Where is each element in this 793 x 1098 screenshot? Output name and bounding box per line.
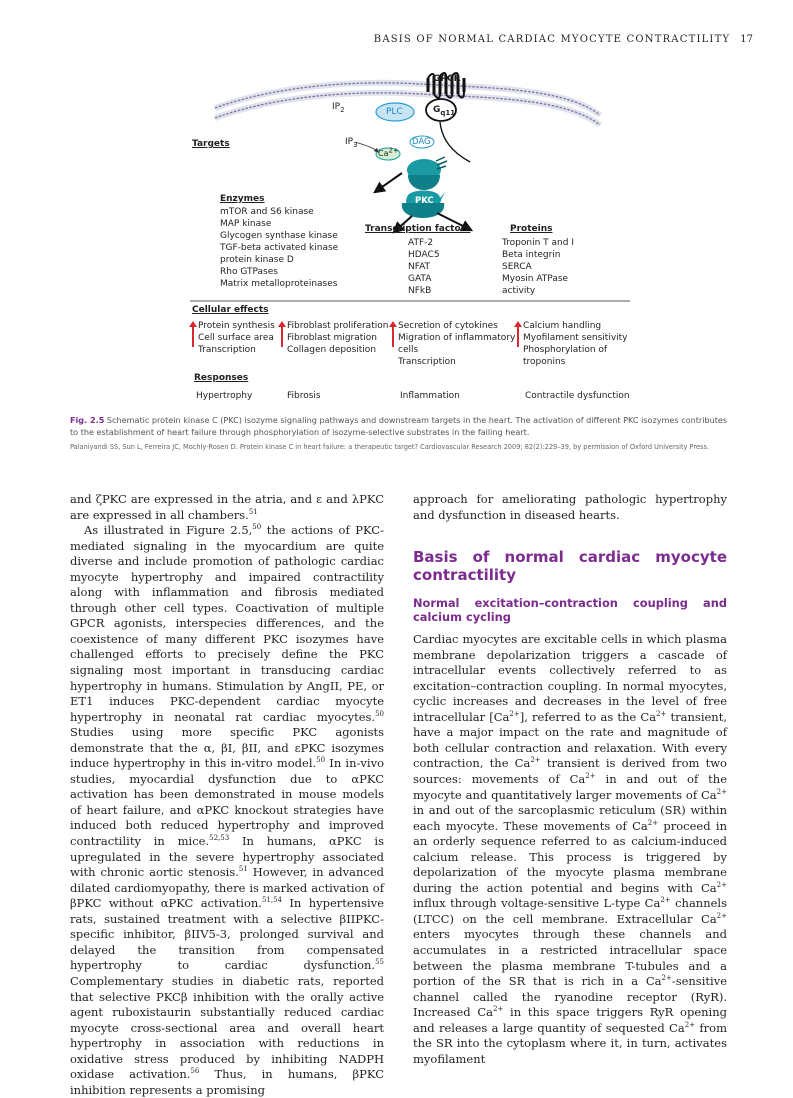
figure-caption	[70, 414, 734, 438]
enzyme-item: Rho GTPases	[220, 267, 278, 277]
enzymes-list	[220, 206, 338, 290]
response-item: Hypertrophy	[196, 391, 253, 401]
protein-item: Myosin ATPase	[502, 274, 569, 284]
protein-item: SERCA	[502, 262, 532, 272]
proteins-list	[502, 237, 574, 297]
cellular-effect-item: Transcription	[398, 357, 456, 367]
calcium-label: Ca2+	[378, 146, 399, 158]
running-head-title: BASIS OF NORMAL CARDIAC MYOCYTE CONTRACTILITY	[373, 34, 731, 45]
response-item: Contractile dysfunction	[525, 391, 630, 401]
cellular-effect-item: Secretion of cytokines	[398, 321, 498, 331]
protein-item: activity	[502, 286, 536, 296]
increase-arrow-icon	[514, 321, 522, 347]
ip3-arrow	[355, 142, 378, 152]
cellular-effect-item: Fibroblast migration	[287, 333, 377, 343]
ip3-label: $IP_3$	[345, 137, 358, 149]
right-column	[413, 492, 727, 1067]
protein-item: Troponin T and I	[502, 238, 574, 248]
transcription-factor-item: ATF-2	[408, 238, 434, 248]
right-paragraph-1: approach for ameliorating pathologic hypertrophy and dysfunction in diseased hearts.	[413, 492, 727, 522]
transcription-factor-item: GATA	[408, 274, 432, 284]
transcription-factors-list	[408, 237, 440, 297]
left-column	[70, 492, 384, 1098]
cellular-effect-item: cells	[398, 345, 419, 355]
protein-item: Beta integrin	[502, 250, 561, 260]
left-paragraph-2: As illustrated in Figure 2.5,50 the actions of PKC-mediated signaling in the myocardium are quite diverse and include promotion of pathologic cardiac myocyte hypertrophy and impaired contractility along with inflammation and fibrosis mediated through other cell types. Coactivation of multiple GPCR agonists, interspecies differences, and the coexistence of many different PKC isozymes have challenged efforts to precisely define the PKC signaling most important in transducing cardiac hypertrophy in humans. Stimulation by AngII, PE, or ET1 induces PKC-dependent cardiac myocyte hypertrophy in neonatal rat cardiac myocytes.$^{50}$ Studies using more specific PKC agonists demonstrate that the α, βI, βII, and εPKC isozymes induce hypertrophy in this in-vitro model.$^{50}$ In in-vivo studies, myocardial dysfunction due to αPKC activation has been demonstrated in mouse models of heart failure, and αPKC knockout strategies have induced both reduced hypertrophy and improved contractility in mice.$^{52,53}$ In humans, αPKC is upregulated in the severe hypertrophy associated with chronic aortic stenosis.$^{51}$ However, in advanced dilated cardiomyopathy, there is marked activation of βPKC without αPKC activation.$^{51,54}$ In hypertensive rats, sustained treatment with a selective βIIPKC-specific inhibitor, βIIV5-3, prolonged survival and delayed the transition from compensated hypertrophy to cardiac dysfunction.$^{55}$ Complementary studies in diabetic rats, reported that selective PKCβ inhibition with the orally active agent ruboxistaurin substantially reduced cardiac myocyte cross-sectional area and overall heart hypertrophy in association with reductions in oxidative stress produced by inhibiting NADPH oxidase activation.$^{56}$ Thus, in humans, βPKC inhibition represents a promising	[70, 523, 385, 1097]
pkc-signaling-figure	[190, 70, 645, 405]
subsection-heading: Normal excitation–contraction coupling and calcium cycling	[413, 596, 727, 625]
caption-text: Schematic protein kinase C (PKC) isozyme signaling pathways and downstream targets in the heart. The activation of different PKC isozymes contributes to the establishment of heart failure through phosphorylation of isozyme-selective substrates in the failing heart.	[70, 415, 728, 437]
cellular-effects-group	[287, 320, 388, 356]
running-head	[330, 34, 753, 45]
enzyme-item: mTOR and S6 kinase	[220, 207, 314, 217]
transcription-factors-heading: Transcription factors	[365, 224, 471, 234]
enzymes-heading: Enzymes	[220, 194, 265, 204]
cellular-effect-item: Collagen deposition	[287, 345, 377, 355]
cellular-effects-heading: Cellular effects	[192, 305, 269, 315]
enzyme-item: MAP kinase	[220, 219, 272, 229]
gq11-label: $G_{q11}$	[433, 105, 456, 117]
dag-label: DAG	[412, 137, 431, 147]
section-heading: Basis of normal cardiac myocyte contractility	[413, 548, 727, 585]
enzyme-item: TGF-beta activated kinase	[220, 243, 339, 253]
enzyme-item: protein kinase D	[220, 255, 294, 265]
pkc-inactive	[407, 157, 447, 190]
increase-arrow-icon	[389, 321, 397, 347]
pkc-label: PKC	[415, 196, 434, 206]
response-item: Fibrosis	[287, 391, 321, 401]
ip2-label: $IP_2$	[332, 102, 345, 114]
targets-heading: Targets	[192, 139, 230, 149]
cellular-effect-item: Calcium handling	[523, 321, 602, 331]
left-paragraph-1: and ζPKC are expressed in the atria, and ε and λPKC are expressed in all chambers.$^{51}$	[70, 492, 384, 522]
cellular-effect-item: Cell surface area	[198, 333, 274, 343]
transcription-factor-item: HDAC5	[408, 250, 440, 260]
cellular-effects-group	[198, 320, 275, 356]
arrow-to-enzymes	[375, 173, 402, 192]
cellular-effect-item: Myofilament sensitivity	[523, 333, 628, 343]
cellular-effects-group	[398, 320, 515, 368]
cellular-effect-item: Migration of inflammatory	[398, 333, 516, 343]
transcription-factor-item: NFAT	[408, 262, 431, 272]
figure-credit: Palaniyandi SS, Sun L, Ferreira JC, Mochly-Rosen D. Protein kinase C in heart failure: a therapeutic target? Cardiovascular Research 2009; 82(2):229–39, by permission of Oxford University Press.	[70, 443, 709, 451]
cellular-effect-item: troponins	[523, 357, 566, 367]
increase-arrow-icon	[189, 321, 197, 347]
cellular-effect-item: Transcription	[198, 345, 256, 355]
gpcr-label: GPCR	[433, 74, 461, 84]
gq11-tail	[440, 122, 470, 162]
transcription-factor-item: NFkB	[408, 286, 432, 296]
responses-heading: Responses	[194, 373, 249, 383]
proteins-heading: Proteins	[510, 224, 553, 234]
cellular-effect-item: Protein synthesis	[198, 321, 275, 331]
increase-arrow-icon	[278, 321, 286, 347]
figure-number: Fig. 2.5	[70, 415, 105, 425]
plc-label: PLC	[386, 107, 403, 117]
page-number: 17	[740, 34, 753, 45]
cellular-effects-group	[523, 320, 628, 368]
enzyme-item: Matrix metalloproteinases	[220, 279, 338, 289]
cellular-effect-item: Phosphorylation of	[523, 345, 608, 355]
cellular-effect-item: Fibroblast proliferation	[287, 321, 389, 331]
response-item: Inflammation	[400, 391, 460, 401]
right-paragraph-2: Cardiac myocytes are excitable cells in which plasma membrane depolarization triggers a cascade of intracellular events collectively referred to as excitation–contraction coupling. In normal myocytes, cyclic increases and decreases in the level of free intracellular $[Ca^{2+}]$, referred to as the $Ca^{2+}$ transient, have a major impact on the rate and magnitude of both cellular contraction and relaxation. With every contraction, the $Ca^{2+}$ transient is derived from two sources: movements of $Ca^{2+}$ in and out of the myocyte and quantitatively larger movements of $Ca^{2+}$ in and out of the sarcoplasmic reticulum (SR) within each myocyte. These movements of $Ca^{2+}$ proceed in an orderly sequence referred to as calcium-induced calcium release. This process is triggered by depolarization of the myocyte plasma membrane during the action potential and begins with $Ca^{2+}$ influx through voltage-sensitive L-type $Ca^{2+}$ channels (LTCC) on the cell membrane. Extracellular $Ca^{2+}$ enters myocytes through these channels and accumulates in a restricted intracellular space between the plasma membrane T-tubules and a portion of the SR that is rich in a $Ca^{2+}$-sensitive channel called the ryanodine receptor (RyR). Increased $Ca^{2+}$ in this space triggers RyR opening and releases a large quantity of sequested $Ca^{2+}$ from the SR into the cytoplasm where it, in turn, activates myofilament	[413, 632, 728, 1066]
enzyme-item: Glycogen synthase kinase	[220, 231, 338, 241]
